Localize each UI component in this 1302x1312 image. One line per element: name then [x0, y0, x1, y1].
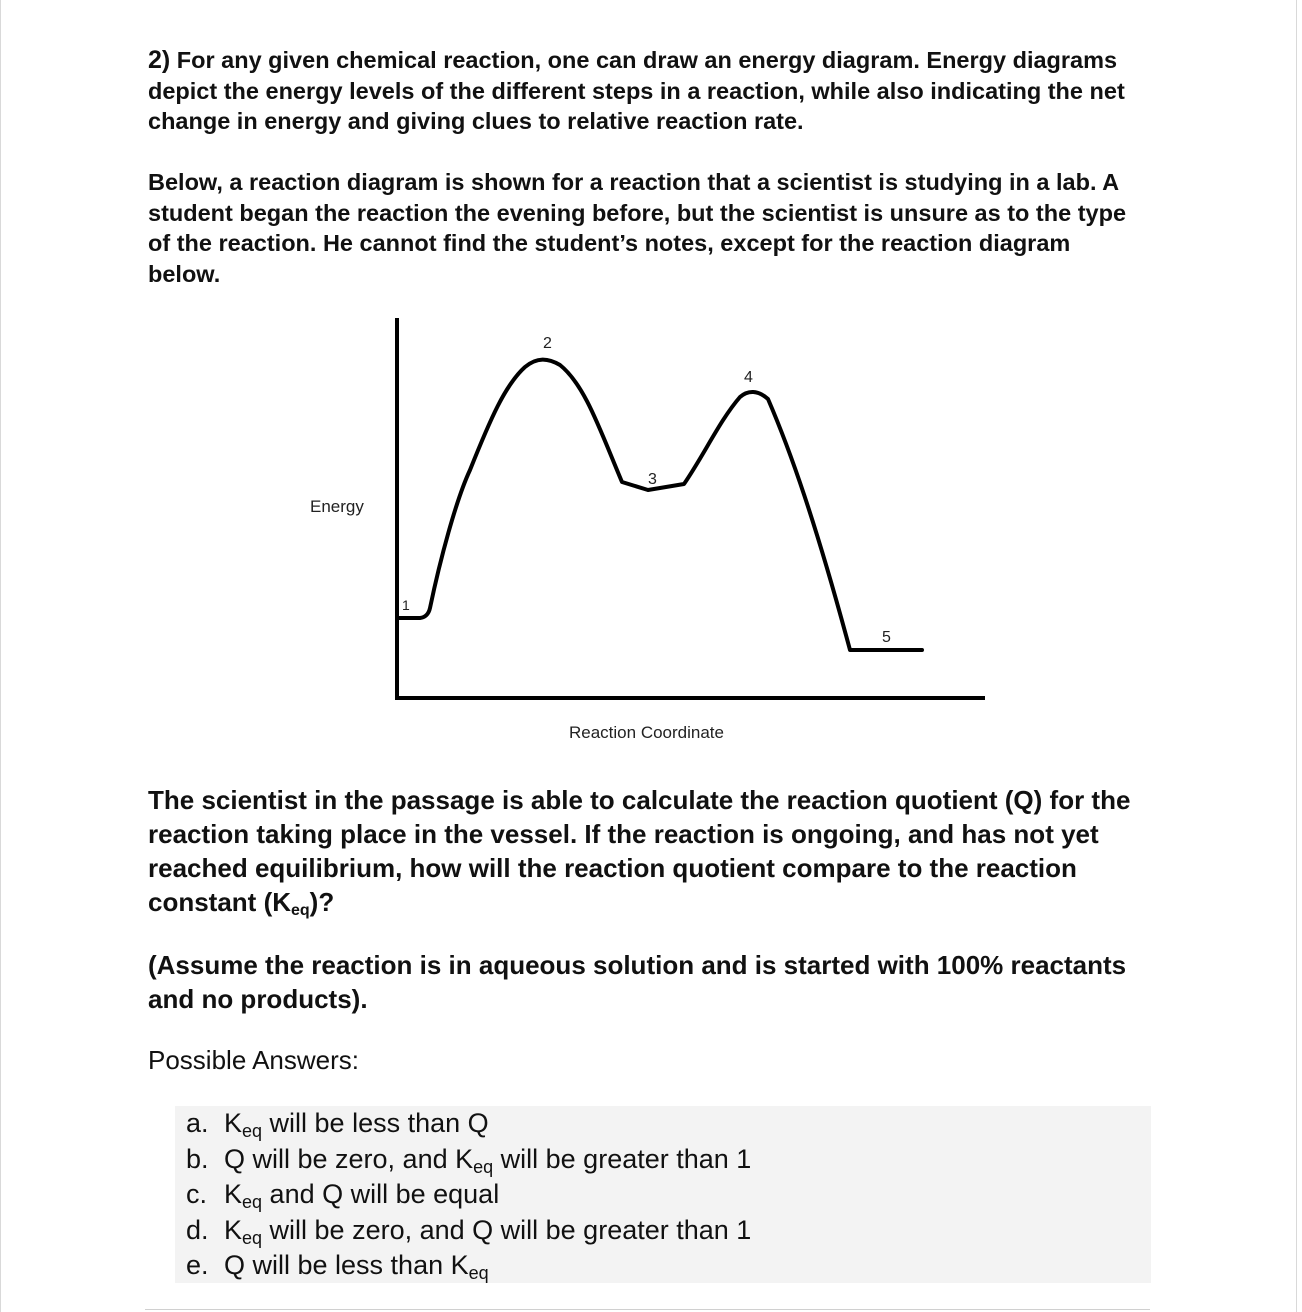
point-label-2: 2	[543, 335, 552, 352]
answer-option-a[interactable]	[186, 1106, 751, 1142]
answer-text: K	[224, 1179, 243, 1209]
question-prompt-text: The scientist in the passage is able to calculate the reaction quotient (Q) for the reaction taking place in the vessel. If the reaction is ongoing, and has not yet reached equilibrium, how will the reaction quotient compare to the reaction constant (K	[148, 785, 1131, 917]
eq-subscript: eq	[242, 1192, 263, 1212]
page-bottom-divider	[145, 1309, 1150, 1310]
point-label-4: 4	[744, 369, 753, 386]
answer-text: K	[224, 1108, 243, 1138]
answer-option-b[interactable]	[186, 1142, 751, 1178]
point-label-3: 3	[648, 471, 657, 488]
answer-text-rest: will be greater than 1	[493, 1143, 752, 1174]
point-label-1: 1	[402, 597, 410, 613]
question-prompt-paragraph	[148, 783, 1158, 919]
possible-answers-heading: Possible Answers:	[148, 1045, 359, 1075]
answer-letter: d.	[186, 1214, 209, 1245]
answer-text: Q will be less than K	[224, 1250, 469, 1280]
question-context-paragraph: Below, a reaction diagram is shown for a reaction that a scientist is studying in a lab. A student began the reaction the evening before, but the scientist is unsure as to the type of the reaction. He cannot find the student’s notes, except for the reaction diagram below.	[148, 169, 1127, 287]
answer-letter: c.	[186, 1179, 208, 1209]
answer-text-rest: will be zero, and Q will be greater than 1	[262, 1214, 752, 1245]
answer-option-e[interactable]	[186, 1248, 751, 1284]
answer-letter: e.	[186, 1250, 209, 1280]
answer-letter: a.	[186, 1108, 209, 1138]
question-assumption-paragraph: (Assume the reaction is in aqueous solution and is started with 100% reactants and no products).	[148, 950, 1127, 1014]
answer-letter: b.	[186, 1143, 209, 1174]
question-prompt-end: )?	[309, 887, 335, 917]
eq-subscript: eq	[242, 1121, 263, 1141]
energy-curve	[399, 360, 922, 650]
eq-subscript: eq	[242, 1227, 263, 1248]
question-intro-text: For any given chemical reaction, one can draw an energy diagram. Energy diagrams depict the energy levels of the different steps in a reaction, while also indicating the net change in energy and giving clues to relative reaction rate.	[148, 47, 1125, 134]
eq-subscript: eq	[473, 1156, 494, 1177]
answer-text: K	[224, 1214, 243, 1245]
prompt-eq-subscript: eq	[291, 902, 310, 919]
answer-option-d[interactable]	[186, 1213, 751, 1249]
question-number: 2)	[148, 46, 171, 74]
point-label-5: 5	[882, 629, 891, 646]
answer-text-rest: and Q will be equal	[262, 1179, 500, 1209]
x-axis-label: Reaction Coordinate	[569, 723, 724, 742]
eq-subscript: eq	[468, 1263, 489, 1283]
answer-text-rest: will be less than Q	[262, 1108, 489, 1138]
answer-list	[186, 1106, 751, 1284]
answer-text: Q will be zero, and K	[224, 1143, 474, 1174]
y-axis-label: Energy	[310, 497, 364, 516]
answer-option-c[interactable]	[186, 1177, 751, 1213]
